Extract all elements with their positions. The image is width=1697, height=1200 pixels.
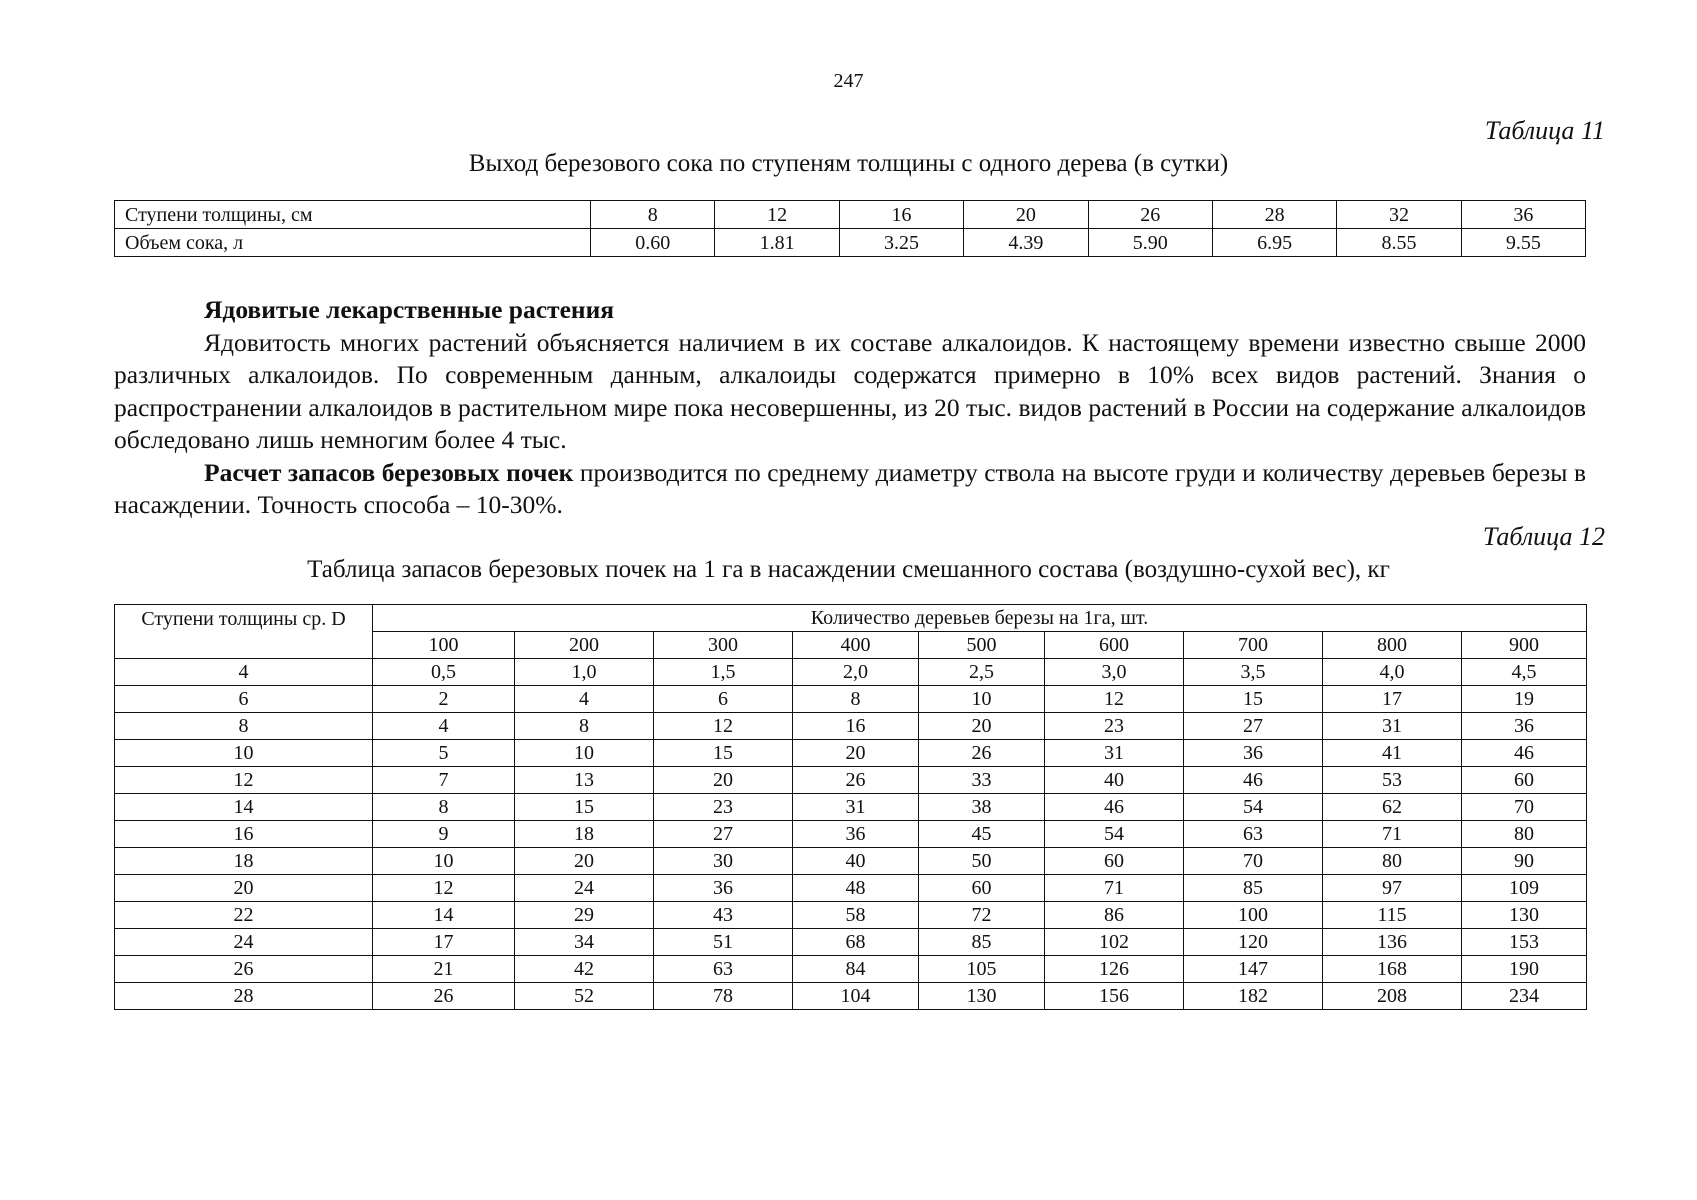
table-row: [115, 201, 1586, 229]
table-cell: 19: [1462, 686, 1587, 713]
table-header-row: [115, 605, 1587, 632]
column-header: 500: [919, 632, 1045, 659]
bold-term: Расчет запасов березовых почек: [204, 457, 574, 487]
table-cell: 80: [1462, 821, 1587, 848]
table-cell: 208: [1323, 983, 1462, 1010]
section-text: [114, 294, 1586, 522]
table-cell: 13: [515, 767, 654, 794]
table-cell: 52: [515, 983, 654, 1010]
table-cell: 71: [1323, 821, 1462, 848]
paragraph-alkaloids: Ядовитость многих растений объясняется наличием в их составе алкалоидов. К настоящему времени известно свыше 2000 различных алкалоидов. По современным данным, алкалоиды содержатся примерно в 10% всех видов растений. Знания о распространении алкалоидов в растительном мире пока несовершенны, из 20 тыс. видов растений в России на содержание алкалоидов обследовано лишь немногим более 4 тыс.: [114, 327, 1586, 454]
table-cell: 31: [1045, 740, 1184, 767]
table-cell: 8: [373, 794, 515, 821]
table-cell: 63: [654, 956, 793, 983]
table-cell: 104: [793, 983, 919, 1010]
sap-yield-table: [114, 200, 1586, 257]
table-cell: 40: [793, 848, 919, 875]
table-cell: 80: [1323, 848, 1462, 875]
table-row: [115, 875, 1587, 902]
table-cell: 17: [373, 929, 515, 956]
table-row: [115, 229, 1586, 257]
table-cell: 60: [919, 875, 1045, 902]
table-row: [115, 713, 1587, 740]
diameter-cell: 18: [115, 848, 373, 875]
table-cell: 9.55: [1461, 229, 1585, 257]
table-cell: 26: [919, 740, 1045, 767]
page-number: 247: [833, 70, 864, 92]
table-cell: 12: [654, 713, 793, 740]
table-cell: 70: [1184, 848, 1323, 875]
table-row: [115, 983, 1587, 1010]
header-tree-count: Количество деревьев березы на 1га, шт.: [373, 605, 1587, 632]
table-cell: 153: [1462, 929, 1587, 956]
table-cell: 182: [1184, 983, 1323, 1010]
table-cell: 20: [919, 713, 1045, 740]
table-cell: 8: [591, 201, 715, 229]
table-cell: 2: [373, 686, 515, 713]
table-cell: 23: [654, 794, 793, 821]
table-cell: 4,0: [1323, 659, 1462, 686]
table-cell: 58: [793, 902, 919, 929]
table-cell: 54: [1045, 821, 1184, 848]
table-cell: 43: [654, 902, 793, 929]
table-cell: 62: [1323, 794, 1462, 821]
diameter-cell: 22: [115, 902, 373, 929]
table-cell: 168: [1323, 956, 1462, 983]
table-cell: 72: [919, 902, 1045, 929]
table-row: [115, 659, 1587, 686]
paragraph-text: производится по среднему диаметру ствола на высоте груди и количеству деревьев березы в насаждении. Точность способа – 10-30%.: [114, 457, 1587, 519]
table-cell: 5.90: [1088, 229, 1212, 257]
diameter-cell: 20: [115, 875, 373, 902]
table-12-label: Таблица 12: [1482, 522, 1605, 551]
column-header: 700: [1184, 632, 1323, 659]
table-cell: 14: [373, 902, 515, 929]
column-header: 400: [793, 632, 919, 659]
diameter-cell: 12: [115, 767, 373, 794]
table-cell: 36: [1462, 713, 1587, 740]
birch-bud-reserves-table: [114, 604, 1587, 1010]
column-header: 900: [1462, 632, 1587, 659]
table-cell: 8: [515, 713, 654, 740]
table-cell: 30: [654, 848, 793, 875]
table-cell: 21: [373, 956, 515, 983]
table-cell: 16: [839, 201, 963, 229]
table-row: [115, 929, 1587, 956]
table-cell: 78: [654, 983, 793, 1010]
table-cell: 100: [1184, 902, 1323, 929]
table-cell: 147: [1184, 956, 1323, 983]
table-cell: 3,0: [1045, 659, 1184, 686]
table-cell: 15: [515, 794, 654, 821]
table-row: [115, 956, 1587, 983]
diameter-cell: 4: [115, 659, 373, 686]
table-cell: 60: [1045, 848, 1184, 875]
table-cell: 45: [919, 821, 1045, 848]
table-cell: 41: [1323, 740, 1462, 767]
table-cell: 2,0: [793, 659, 919, 686]
table-cell: 24: [515, 875, 654, 902]
table-cell: 156: [1045, 983, 1184, 1010]
table-cell: 46: [1045, 794, 1184, 821]
table-cell: 12: [715, 201, 839, 229]
table-11-title: Выход березового сока по ступеням толщины с одного дерева (в сутки): [468, 150, 1229, 177]
table-cell: 0,5: [373, 659, 515, 686]
table-cell: 136: [1323, 929, 1462, 956]
table-cell: 36: [793, 821, 919, 848]
table-cell: 26: [373, 983, 515, 1010]
table-cell: 36: [1184, 740, 1323, 767]
table-cell: 48: [793, 875, 919, 902]
column-header: 200: [515, 632, 654, 659]
table-cell: 34: [515, 929, 654, 956]
table-cell: 8: [793, 686, 919, 713]
diameter-cell: 28: [115, 983, 373, 1010]
table-cell: 18: [515, 821, 654, 848]
column-header: 800: [1323, 632, 1462, 659]
column-header: 300: [654, 632, 793, 659]
table-cell: 17: [1323, 686, 1462, 713]
diameter-cell: 8: [115, 713, 373, 740]
table-11-label: Таблица 11: [1484, 116, 1605, 145]
table-cell: 40: [1045, 767, 1184, 794]
row-header: Ступени толщины, см: [115, 201, 591, 229]
table-cell: 84: [793, 956, 919, 983]
table-cell: 102: [1045, 929, 1184, 956]
table-cell: 15: [654, 740, 793, 767]
table-cell: 68: [793, 929, 919, 956]
table-cell: 8.55: [1337, 229, 1461, 257]
table-row: [115, 794, 1587, 821]
table-cell: 3,5: [1184, 659, 1323, 686]
table-cell: 51: [654, 929, 793, 956]
table-cell: 109: [1462, 875, 1587, 902]
paragraph-bud-reserves: [114, 457, 1586, 522]
table-cell: 16: [793, 713, 919, 740]
table-cell: 26: [1088, 201, 1212, 229]
table-cell: 9: [373, 821, 515, 848]
column-header: 600: [1045, 632, 1184, 659]
table-cell: 105: [919, 956, 1045, 983]
table-12-title: Таблица запасов березовых почек на 1 га в насаждении смешанного состава (воздушно-сухой вес), кг: [307, 556, 1390, 583]
table-cell: 85: [1184, 875, 1323, 902]
table-cell: 4.39: [964, 229, 1088, 257]
table-cell: 12: [373, 875, 515, 902]
diameter-cell: 16: [115, 821, 373, 848]
table-cell: 126: [1045, 956, 1184, 983]
column-header: 100: [373, 632, 515, 659]
table-row: [115, 821, 1587, 848]
table-cell: 46: [1184, 767, 1323, 794]
table-cell: 120: [1184, 929, 1323, 956]
table-cell: 4: [515, 686, 654, 713]
table-cell: 27: [1184, 713, 1323, 740]
table-row: [115, 740, 1587, 767]
table-cell: 10: [515, 740, 654, 767]
table-cell: 42: [515, 956, 654, 983]
table-cell: 20: [515, 848, 654, 875]
table-cell: 234: [1462, 983, 1587, 1010]
table-cell: 1,0: [515, 659, 654, 686]
table-cell: 63: [1184, 821, 1323, 848]
table-cell: 190: [1462, 956, 1587, 983]
table-cell: 0.60: [591, 229, 715, 257]
diameter-cell: 14: [115, 794, 373, 821]
table-cell: 7: [373, 767, 515, 794]
table-cell: 130: [1462, 902, 1587, 929]
table-cell: 4,5: [1462, 659, 1587, 686]
table-cell: 97: [1323, 875, 1462, 902]
table-cell: 31: [793, 794, 919, 821]
table-cell: 6.95: [1212, 229, 1336, 257]
section-heading: Ядовитые лекарственные растения: [204, 295, 615, 324]
table-cell: 10: [919, 686, 1045, 713]
table-cell: 130: [919, 983, 1045, 1010]
table-cell: 27: [654, 821, 793, 848]
table-cell: 70: [1462, 794, 1587, 821]
table-row: [115, 767, 1587, 794]
table-cell: 1.81: [715, 229, 839, 257]
diameter-cell: 24: [115, 929, 373, 956]
table-cell: 32: [1337, 201, 1461, 229]
table-row: [115, 686, 1587, 713]
table-cell: 115: [1323, 902, 1462, 929]
table-cell: 36: [1461, 201, 1585, 229]
table-row: [115, 902, 1587, 929]
table-cell: 90: [1462, 848, 1587, 875]
table-cell: 86: [1045, 902, 1184, 929]
table-cell: 20: [793, 740, 919, 767]
table-cell: 10: [373, 848, 515, 875]
row-header: Объем сока, л: [115, 229, 591, 257]
table-cell: 53: [1323, 767, 1462, 794]
table-cell: 85: [919, 929, 1045, 956]
table-cell: 38: [919, 794, 1045, 821]
diameter-cell: 26: [115, 956, 373, 983]
table-cell: 23: [1045, 713, 1184, 740]
table-row: [115, 848, 1587, 875]
table-cell: 36: [654, 875, 793, 902]
table-cell: 54: [1184, 794, 1323, 821]
table-cell: 2,5: [919, 659, 1045, 686]
table-cell: 12: [1045, 686, 1184, 713]
table-cell: 20: [654, 767, 793, 794]
diameter-cell: 10: [115, 740, 373, 767]
table-cell: 5: [373, 740, 515, 767]
table-cell: 28: [1212, 201, 1336, 229]
table-cell: 6: [654, 686, 793, 713]
table-cell: 60: [1462, 767, 1587, 794]
table-cell: 26: [793, 767, 919, 794]
table-cell: 50: [919, 848, 1045, 875]
table-cell: 33: [919, 767, 1045, 794]
table-cell: 1,5: [654, 659, 793, 686]
table-cell: 31: [1323, 713, 1462, 740]
header-diameter: Ступени толщины ср. D: [115, 605, 373, 659]
table-cell: 20: [964, 201, 1088, 229]
table-cell: 71: [1045, 875, 1184, 902]
table-cell: 46: [1462, 740, 1587, 767]
table-cell: 15: [1184, 686, 1323, 713]
table-cell: 3.25: [839, 229, 963, 257]
diameter-cell: 6: [115, 686, 373, 713]
table-cell: 4: [373, 713, 515, 740]
table-cell: 29: [515, 902, 654, 929]
